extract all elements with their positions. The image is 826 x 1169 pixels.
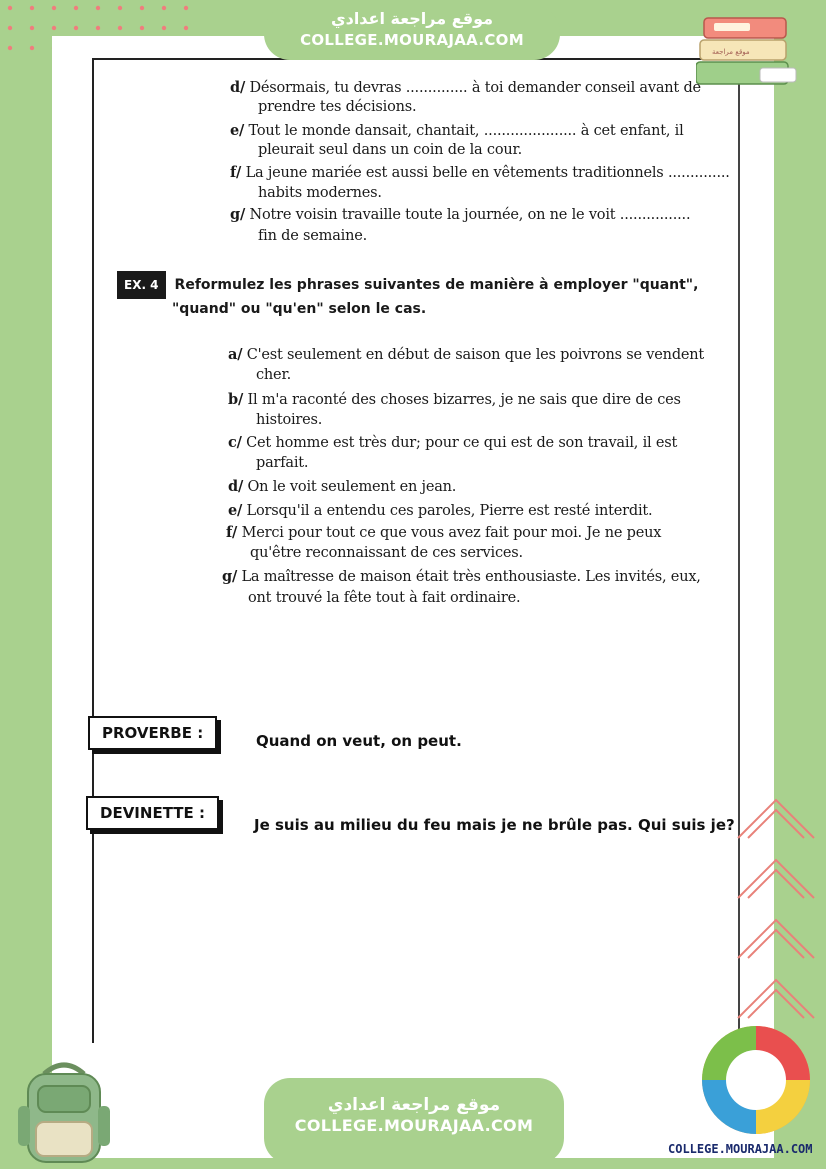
list-item-continuation: prendre tes décisions. [258, 99, 417, 115]
list-item-continuation: histoires. [256, 412, 323, 428]
list-item: b/ Il m'a raconté des choses bizarres, je ne sais que dire de ces [228, 391, 681, 408]
banner-arabic-title: موقع مراجعة اعدادي [330, 9, 494, 28]
list-item: e/ Lorsqu'il a entendu ces paroles, Pierre est resté interdit. [228, 502, 653, 519]
list-item-continuation: cher. [256, 367, 291, 383]
devinette-text: Je suis au milieu du feu mais je ne brûle pas. Qui suis je? [254, 816, 735, 834]
books-logo-text: موقع مراجعة [712, 48, 750, 56]
list-item: d/ Désormais, tu devras .............. à toi demander conseil avant de [230, 79, 701, 96]
list-item: g/ Notre voisin travaille toute la journée, on ne le voit ................ [230, 206, 691, 223]
site-banner-top[interactable] [264, 6, 560, 60]
proverbe-label-box: PROVERBE : [88, 716, 217, 750]
list-item: c/ Cet homme est très dur; pour ce qui est de son travail, il est [228, 434, 678, 451]
list-item: f/ La jeune mariée est aussi belle en vêtements traditionnels .............. [230, 164, 730, 181]
banner-arabic-title: موقع مراجعة اعدادي [327, 1095, 501, 1115]
site-logo-icon [694, 1022, 818, 1140]
list-item-continuation: habits modernes. [258, 185, 382, 201]
exercise-heading: EX. 4 Reformulez les phrases suivantes de manière à employer "quant", [118, 272, 698, 298]
list-item-continuation: fin de semaine. [258, 228, 368, 244]
logo-caption: COLLEGE.MOURAJAA.COM [668, 1142, 813, 1156]
banner-site-url[interactable]: COLLEGE.MOURAJAA.COM [300, 31, 524, 49]
site-banner-bottom[interactable] [264, 1078, 564, 1164]
list-item: a/ C'est seulement en début de saison que les poivrons se vendent [228, 346, 705, 363]
devinette-label-box: DEVINETTE : [86, 796, 219, 830]
banner-site-url[interactable]: COLLEGE.MOURAJAA.COM [294, 1116, 534, 1135]
list-item: g/ La maîtresse de maison était très enthousiaste. Les invités, eux, [222, 568, 701, 585]
list-item-continuation: ont trouvé la fête tout à fait ordinaire. [248, 590, 521, 606]
list-item: d/ On le voit seulement en jean. [228, 478, 457, 495]
exercise-instruction-continuation: "quand" ou "qu'en" selon le cas. [172, 301, 427, 317]
backpack-icon [14, 1056, 114, 1166]
proverbe-text: Quand on veut, on peut. [256, 732, 462, 750]
books-stack-icon [696, 12, 806, 94]
chevron-up-decoration-icon [732, 790, 822, 1030]
list-item: e/ Tout le monde dansait, chantait, ..................... à cet enfant, il [230, 122, 684, 139]
list-item-continuation: parfait. [256, 455, 309, 471]
list-item-continuation: pleurait seul dans un coin de la cour. [258, 142, 523, 158]
list-item: f/ Merci pour tout ce que vous avez fait pour moi. Je ne peux [226, 524, 662, 541]
exercise-number-badge: EX. 4 [118, 272, 165, 298]
sheet-border [92, 58, 94, 1043]
list-item-continuation: qu'être reconnaissant de ces services. [250, 545, 523, 561]
